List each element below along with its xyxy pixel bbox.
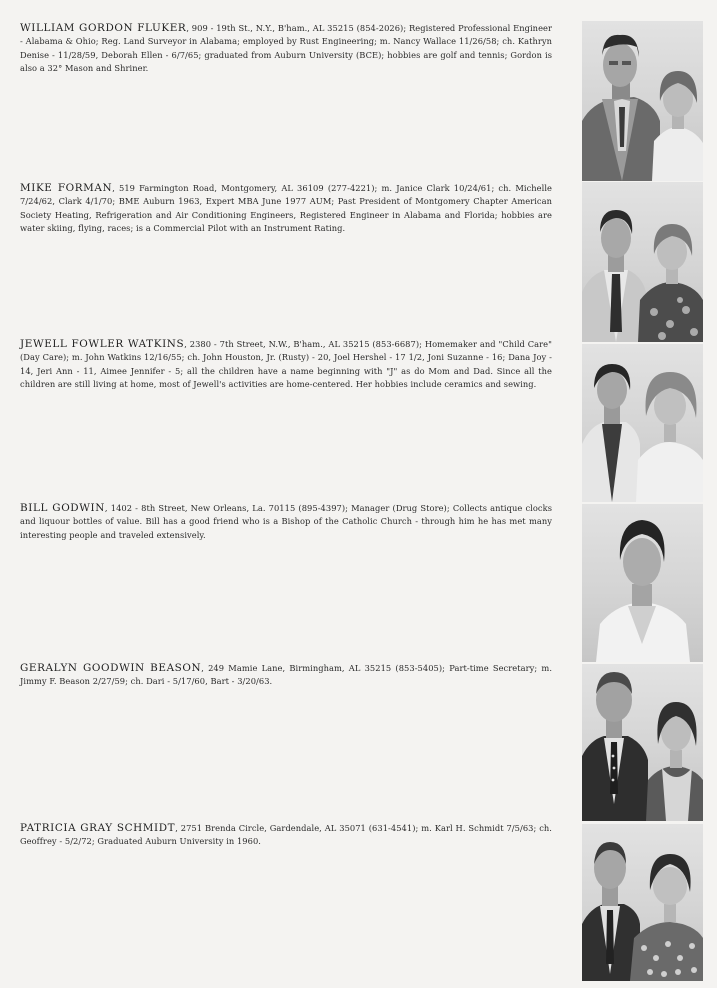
couple-portrait-photo bbox=[582, 664, 703, 821]
entry-text bbox=[20, 182, 552, 236]
man-figure bbox=[582, 35, 660, 181]
entry-text bbox=[20, 338, 552, 392]
entry-name: JEWELL FOWLER WATKINS bbox=[20, 338, 185, 350]
single-portrait-photo bbox=[582, 504, 703, 662]
entry-name: WILLIAM GORDON FLUKER bbox=[20, 22, 187, 34]
woman-figure bbox=[646, 702, 703, 821]
man-figure bbox=[596, 520, 690, 662]
entry-details: , 249 Mamie Lane, Birmingham, AL 35215 (853-5405); Part-time Secretary; m. Jimmy F. Beason 2/27/59; ch. Dari - 5/17/60, Bart - 3/20/63. bbox=[20, 663, 553, 687]
couple-portrait-photo bbox=[582, 344, 703, 502]
man-figure bbox=[582, 364, 640, 502]
man-figure bbox=[582, 672, 648, 821]
entry-details: , 1402 - 8th Street, New Orleans, La. 70115 (895-4397); Manager (Drug Store); Collects antique clocks and liquour bottles of value. Bill has a good friend who is a Bishop of the Catholic Church - through him he has met many interesting people and traveled extensively. bbox=[20, 503, 553, 540]
man-figure bbox=[582, 842, 640, 981]
entry-text bbox=[20, 22, 552, 76]
man-figure bbox=[582, 210, 646, 342]
couple-portrait-photo bbox=[582, 182, 703, 342]
entry-text bbox=[20, 502, 552, 542]
entry-text bbox=[20, 662, 552, 689]
entry-name: MIKE FORMAN bbox=[20, 182, 113, 194]
entry-text bbox=[20, 822, 552, 849]
couple-portrait-photo bbox=[582, 824, 703, 981]
couple-portrait-photo bbox=[582, 21, 703, 181]
woman-figure bbox=[630, 854, 703, 981]
entry-details: , 2751 Brenda Circle, Gardendale, AL 35071 (631-4541); m. Karl H. Schmidt 7/5/63; ch. Geoffrey - 5/2/72; Graduated Auburn University in 1960. bbox=[20, 823, 552, 847]
entry-name: GERALYN GOODWIN BEASON bbox=[20, 662, 202, 674]
entry-details: , 2380 - 7th Street, N.W., B'ham., AL 35215 (853-6687); Homemaker and "Child Care" (Day Care); m. John Watkins 12/16/55; ch. John Houston, Jr. (Rusty) - 20, Joel Hershel - 17 1/2, Joni Suzanne - 16; Dana Joy - 14, Jeri Ann - 11, Aimee Jennifer - 5; all the children have a name beginning with "J" as do Mom and Dad. Since all the children are still living at home, most of Jewell's activities are home-centered. Her hobbies include ceramics and sewing. bbox=[20, 339, 552, 390]
woman-figure bbox=[638, 224, 703, 342]
entry-details: , 909 - 19th St., N.Y., B'ham., AL 35215 (854-2026); Registered Professional Engineer - Alabama & Ohio; Reg. Land Surveyor in Alabama; employed by Rust Engineering; m. Nancy Wallace 11/26/58; ch. Kathryn Denise - 11/28/59, Deborah Ellen - 6/7/65; graduated from Auburn University (BCE); hobbies are golf and tennis; Gordon is also a 32° Mason and Shriner. bbox=[20, 23, 553, 74]
entry-name: PATRICIA GRAY SCHMIDT bbox=[20, 822, 176, 834]
entry-details: , 519 Farmington Road, Montgomery, AL 36109 (277-4221); m. Janice Clark 10/24/61; ch. Michelle 7/24/62, Clark 4/1/70; BME Auburn 1963, Expert MBA June 1977 AUM; Past President of Montgomery Chapter American Society Heating, Refrigeration and Air Conditioning Engineers, Registered Engineer in Alabama and Florida; hobbies are water skiing, flying, races; is a Commercial Pilot with an Instrument Rating. bbox=[20, 183, 552, 234]
woman-figure bbox=[636, 372, 703, 502]
entry-name: BILL GODWIN bbox=[20, 502, 105, 514]
